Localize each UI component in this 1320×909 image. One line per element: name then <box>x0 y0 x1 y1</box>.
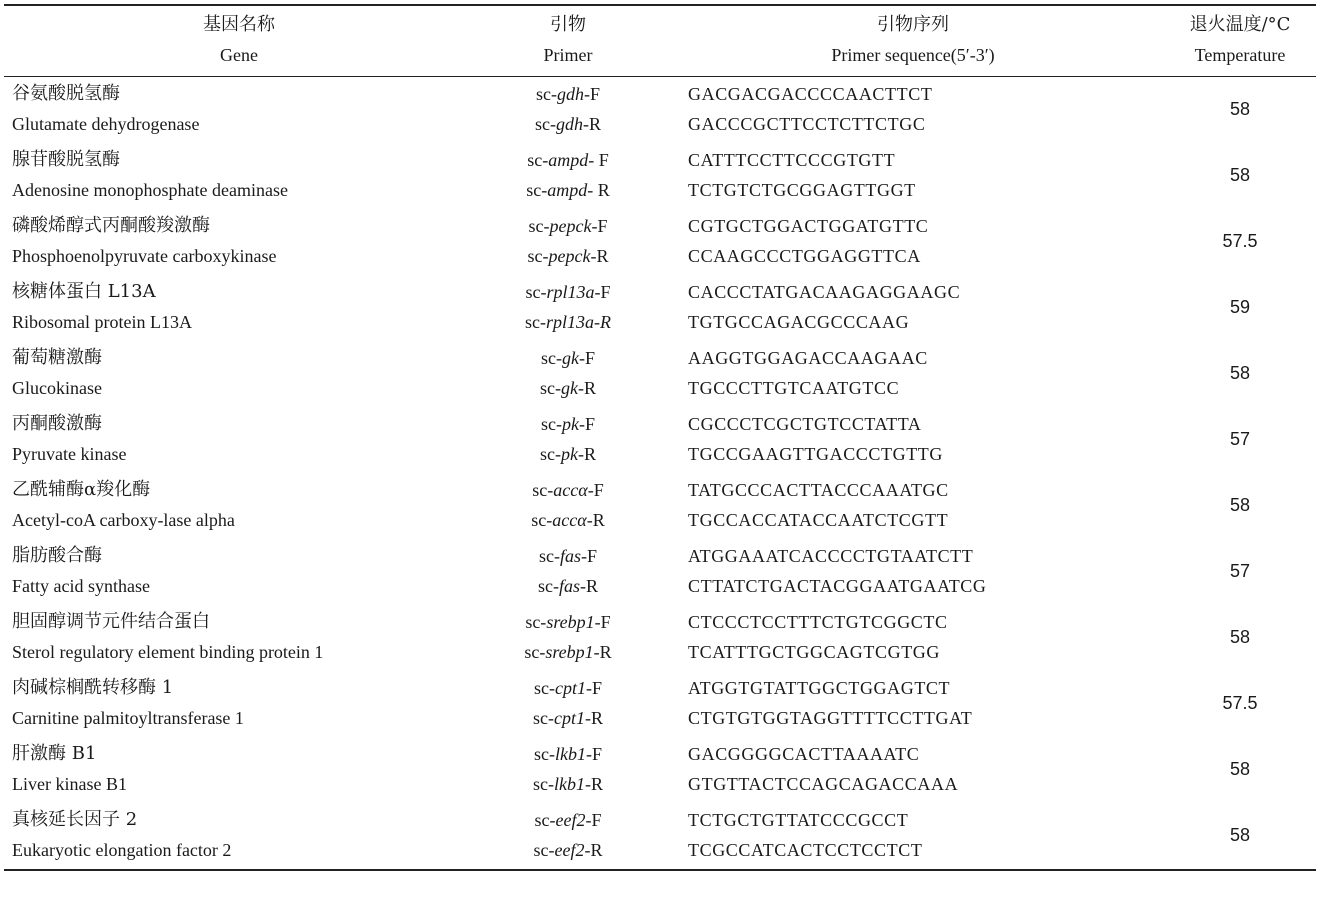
primer-suffix: -F <box>578 348 595 368</box>
primer-suffix: -F <box>594 612 611 632</box>
primer-forward <box>474 541 662 571</box>
annealing-temperature: 59 <box>1229 297 1251 317</box>
sequence-forward: CGTGCTGGACTGGATGTTC <box>688 216 929 236</box>
header-gene-cn: 基因名称 <box>203 14 275 35</box>
primer-gene-symbol: gdh <box>556 84 584 104</box>
annealing-temperature: 57.5 <box>1222 693 1258 713</box>
gene-name-en: Liver kinase B1 <box>12 774 127 794</box>
primer-prefix: sc- <box>533 774 554 794</box>
primer-suffix: -R <box>593 642 612 662</box>
primer-gene-symbol: gk <box>561 378 578 398</box>
sequence-reverse: CCAAGCCCTGGAGGTTCA <box>688 246 921 266</box>
sequence-reverse: TGTGCCAGACGCCCAAG <box>688 312 910 332</box>
gene-name-en: Fatty acid synthase <box>12 576 150 596</box>
header-temperature-cn: 退火温度/°C <box>1189 14 1291 35</box>
annealing-temperature: 58 <box>1229 165 1251 185</box>
primer-reverse <box>474 505 662 535</box>
primer-forward <box>474 145 662 175</box>
primer-suffix: -R <box>586 510 605 530</box>
primer-suffix: -R <box>580 576 598 596</box>
gene-name-en: Pyruvate kinase <box>12 444 127 464</box>
primer-prefix: sc- <box>535 84 557 104</box>
primer-gene-symbol: pk <box>561 444 578 464</box>
gene-name-en: Carnitine palmitoyltransferase 1 <box>12 708 244 728</box>
primer-cell <box>474 407 662 473</box>
primer-gene-symbol: pepck <box>548 246 591 266</box>
primer-forward <box>474 475 662 505</box>
gene-cell <box>4 209 474 275</box>
primer-prefix: sc- <box>527 150 549 170</box>
gene-cell <box>4 77 474 144</box>
primer-suffix: -F <box>585 678 602 698</box>
primer-cell <box>474 605 662 671</box>
primer-prefix: sc- <box>540 348 562 368</box>
sequence-forward: GACGGGGCACTTAAAATC <box>688 744 920 764</box>
table-row <box>4 473 1316 539</box>
gene-name-cn: 磷酸烯醇式丙酮酸羧激酶 <box>12 215 210 236</box>
sequence-forward: CTCCCTCCTTTCTGTCGGCTC <box>688 612 948 632</box>
primer-table <box>4 4 1316 871</box>
primer-suffix: - F <box>588 150 609 170</box>
primer-forward <box>474 409 662 439</box>
annealing-temperature: 57.5 <box>1222 231 1258 251</box>
annealing-temperature: 58 <box>1229 363 1251 383</box>
primer-forward <box>474 739 662 769</box>
table-row <box>4 143 1316 209</box>
gene-name-en: Eukaryotic elongation factor 2 <box>12 840 232 860</box>
primer-gene-symbol: srebp1 <box>545 642 594 662</box>
primer-gene-symbol: cpt1 <box>554 678 586 698</box>
primer-suffix: -F <box>578 414 595 434</box>
primer-suffix: -F <box>585 810 602 830</box>
gene-cell <box>4 737 474 803</box>
primer-suffix: -R <box>583 114 601 134</box>
table-body <box>4 77 1316 871</box>
primer-forward <box>474 277 662 307</box>
primer-prefix: sc- <box>524 642 546 662</box>
sequence-cell <box>662 209 1164 275</box>
sequence-reverse: TGCCCTTGTCAATGTCC <box>688 378 900 398</box>
gene-name-en: Adenosine monophosphate deaminase <box>12 180 288 200</box>
primer-reverse <box>474 637 662 667</box>
primer-forward <box>474 343 662 373</box>
sequence-cell <box>662 77 1164 144</box>
primer-prefix: sc- <box>535 114 556 134</box>
primer-suffix: -F <box>587 480 604 500</box>
sequence-reverse: TCGCCATCACTCCTCCTCT <box>688 840 923 860</box>
sequence-cell <box>662 605 1164 671</box>
annealing-temperature: 57 <box>1229 429 1251 449</box>
annealing-temperature: 58 <box>1229 825 1251 845</box>
primer-prefix: sc- <box>527 246 549 266</box>
primer-prefix: sc- <box>528 216 550 236</box>
table-row <box>4 605 1316 671</box>
gene-cell <box>4 605 474 671</box>
sequence-forward: CATTTCCTTCCCGTGTT <box>688 150 896 170</box>
primer-gene-symbol: fas <box>559 546 581 566</box>
sequence-reverse: TCATTTGCTGGCAGTCGTGG <box>688 642 940 662</box>
primer-prefix: sc- <box>540 444 561 464</box>
annealing-temperature: 58 <box>1229 495 1251 515</box>
header-sequence-cn: 引物序列 <box>877 14 949 35</box>
primer-suffix: -F <box>583 84 600 104</box>
primer-prefix: sc- <box>540 414 562 434</box>
primer-prefix: sc- <box>531 510 553 530</box>
primer-gene-symbol: cpt1 <box>554 708 585 728</box>
sequence-cell <box>662 143 1164 209</box>
primer-gene-symbol: ampd <box>548 150 589 170</box>
primer-suffix: -R <box>578 378 596 398</box>
primer-gene-symbol: pepck <box>549 216 592 236</box>
primer-gene-symbol: lkb1 <box>554 744 586 764</box>
annealing-temperature: 57 <box>1229 561 1251 581</box>
gene-cell <box>4 539 474 605</box>
header-row <box>4 5 1316 77</box>
primer-prefix: sc- <box>532 480 554 500</box>
annealing-temperature: 58 <box>1229 759 1251 779</box>
sequence-forward: ATGGAAATCACCCCTGTAATCTT <box>688 546 974 566</box>
primer-gene-symbol: lkb1 <box>554 774 585 794</box>
primer-gene-symbol: eef2 <box>554 840 585 860</box>
primer-gene-symbol: srebp1 <box>546 612 595 632</box>
gene-cell <box>4 341 474 407</box>
table-row <box>4 77 1316 144</box>
table-row <box>4 341 1316 407</box>
gene-name-en: Ribosomal protein L13A <box>12 312 192 332</box>
sequence-reverse: TGCCACCATACCAATCTCGTT <box>688 510 949 530</box>
table-header <box>4 5 1316 77</box>
primer-reverse <box>474 373 662 403</box>
primer-suffix: -R <box>578 444 596 464</box>
primer-suffix: -F <box>594 282 611 302</box>
primer-cell <box>474 77 662 144</box>
gene-name-cn: 丙酮酸激酶 <box>12 413 102 434</box>
primer-gene-symbol: rpl13a-R <box>546 312 611 332</box>
primer-prefix: sc- <box>525 312 546 332</box>
sequence-forward: GACGACGACCCCAACTTCT <box>688 84 933 104</box>
sequence-forward: TATGCCCACTTACCCAAATGC <box>688 480 949 500</box>
sequence-cell <box>662 539 1164 605</box>
sequence-forward: TCTGCTGTTATCCCGCCT <box>688 810 909 830</box>
primer-cell <box>474 341 662 407</box>
primer-gene-symbol: accα <box>552 510 587 530</box>
header-gene <box>4 5 474 77</box>
primer-prefix: sc- <box>533 708 554 728</box>
primer-suffix: -R <box>585 774 603 794</box>
table-row <box>4 737 1316 803</box>
header-primer-en: Primer <box>543 45 593 65</box>
gene-name-cn: 葡萄糖激酶 <box>12 347 102 368</box>
table-row <box>4 671 1316 737</box>
gene-cell <box>4 407 474 473</box>
primer-reverse <box>474 835 662 865</box>
gene-name-cn: 腺苷酸脱氢酶 <box>12 149 120 170</box>
primer-prefix: sc- <box>540 378 561 398</box>
primer-gene-symbol: accα <box>553 480 588 500</box>
gene-name-cn: 脂肪酸合酶 <box>12 545 102 566</box>
primer-cell <box>474 143 662 209</box>
table-row <box>4 803 1316 870</box>
gene-name-en: Glucokinase <box>12 378 102 398</box>
gene-name-cn: 肝激酶 B1 <box>12 743 97 764</box>
gene-cell <box>4 473 474 539</box>
gene-name-cn: 胆固醇调节元件结合蛋白 <box>12 611 210 632</box>
primer-reverse <box>474 241 662 271</box>
header-primer <box>474 5 662 77</box>
primer-cell <box>474 473 662 539</box>
primer-suffix: - R <box>587 180 610 200</box>
sequence-cell <box>662 803 1164 870</box>
annealing-temperature: 58 <box>1229 627 1251 647</box>
primer-prefix: sc- <box>537 576 559 596</box>
primer-suffix: -F <box>585 744 602 764</box>
sequence-forward: CACCCTATGACAAGAGGAAGC <box>688 282 961 302</box>
sequence-reverse: TCTGTCTGCGGAGTTGGT <box>688 180 916 200</box>
primer-forward <box>474 211 662 241</box>
header-gene-en: Gene <box>220 45 258 65</box>
primer-reverse <box>474 703 662 733</box>
gene-cell <box>4 671 474 737</box>
primer-gene-symbol: eef2 <box>555 810 586 830</box>
header-sequence-en: Primer sequence(5′-3′) <box>831 45 995 65</box>
sequence-cell <box>662 671 1164 737</box>
sequence-forward: ATGGTGTATTGGCTGGAGTCT <box>688 678 951 698</box>
primer-cell <box>474 209 662 275</box>
primer-forward <box>474 673 662 703</box>
sequence-reverse: GTGTTACTCCAGCAGACCAAA <box>688 774 959 794</box>
sequence-forward: AAGGTGGAGACCAAGAAC <box>688 348 928 368</box>
primer-suffix: -R <box>590 246 609 266</box>
primer-prefix: sc- <box>525 282 547 302</box>
table-row <box>4 209 1316 275</box>
primer-reverse <box>474 175 662 205</box>
primer-reverse <box>474 109 662 139</box>
sequence-cell <box>662 341 1164 407</box>
sequence-reverse: CTGTGTGGTAGGTTTTCCTTGAT <box>688 708 973 728</box>
primer-prefix: sc- <box>533 840 555 860</box>
gene-name-cn: 真核延长因子 2 <box>12 809 138 830</box>
primer-gene-symbol: ampd <box>547 180 588 200</box>
gene-name-en: Glutamate dehydrogenase <box>12 114 200 134</box>
gene-name-en: Sterol regulatory element binding protein 1 <box>12 642 324 662</box>
gene-name-cn: 肉碱棕榈酰转移酶 1 <box>12 677 174 698</box>
sequence-cell <box>662 275 1164 341</box>
primer-reverse <box>474 571 662 601</box>
primer-prefix: sc- <box>533 744 555 764</box>
primer-cell <box>474 275 662 341</box>
sequence-reverse: TGCCGAAGTTGACCCTGTTG <box>688 444 943 464</box>
primer-forward <box>474 607 662 637</box>
gene-name-en: Acetyl-coA carboxy-lase alpha <box>12 510 235 530</box>
primer-suffix: -R <box>585 708 603 728</box>
sequence-reverse: GACCCGCTTCCTCTTCTGC <box>688 114 926 134</box>
primer-suffix: -R <box>584 840 603 860</box>
header-temperature-en: Temperature <box>1194 45 1286 65</box>
primer-gene-symbol: gdh <box>556 114 583 134</box>
header-primer-cn: 引物 <box>550 14 586 35</box>
gene-cell <box>4 143 474 209</box>
gene-cell <box>4 275 474 341</box>
primer-gene-symbol: rpl13a <box>546 282 595 302</box>
primer-suffix: -F <box>591 216 608 236</box>
primer-prefix: sc- <box>534 810 556 830</box>
sequence-reverse: CTTATCTGACTACGGAATGAATCG <box>688 576 987 596</box>
table-row <box>4 275 1316 341</box>
primer-forward <box>474 805 662 835</box>
primer-gene-symbol: gk <box>561 348 579 368</box>
primer-reverse <box>474 769 662 799</box>
primer-gene-symbol: pk <box>561 414 579 434</box>
sequence-cell <box>662 473 1164 539</box>
gene-name-cn: 谷氨酸脱氢酶 <box>12 83 120 104</box>
primer-forward <box>474 79 662 109</box>
primer-prefix: sc- <box>533 678 555 698</box>
primer-cell <box>474 737 662 803</box>
header-sequence <box>662 5 1164 77</box>
gene-cell <box>4 803 474 870</box>
sequence-cell <box>662 407 1164 473</box>
primer-suffix: -F <box>581 546 598 566</box>
primer-cell <box>474 803 662 870</box>
table-row <box>4 539 1316 605</box>
gene-name-cn: 核糖体蛋白 L13A <box>12 281 156 302</box>
primer-gene-symbol: fas <box>558 576 580 596</box>
table-row <box>4 407 1316 473</box>
primer-prefix: sc- <box>526 180 548 200</box>
primer-reverse <box>474 307 662 337</box>
primer-prefix: sc- <box>525 612 547 632</box>
primer-reverse <box>474 439 662 469</box>
gene-name-en: Phosphoenolpyruvate carboxykinase <box>12 246 277 266</box>
annealing-temperature: 58 <box>1229 99 1251 119</box>
primer-prefix: sc- <box>538 546 560 566</box>
primer-cell <box>474 539 662 605</box>
header-temperature <box>1164 5 1316 77</box>
sequence-cell <box>662 737 1164 803</box>
gene-name-cn: 乙酰辅酶α羧化酶 <box>12 479 151 500</box>
primer-cell <box>474 671 662 737</box>
sequence-forward: CGCCCTCGCTGTCCTATTA <box>688 414 922 434</box>
